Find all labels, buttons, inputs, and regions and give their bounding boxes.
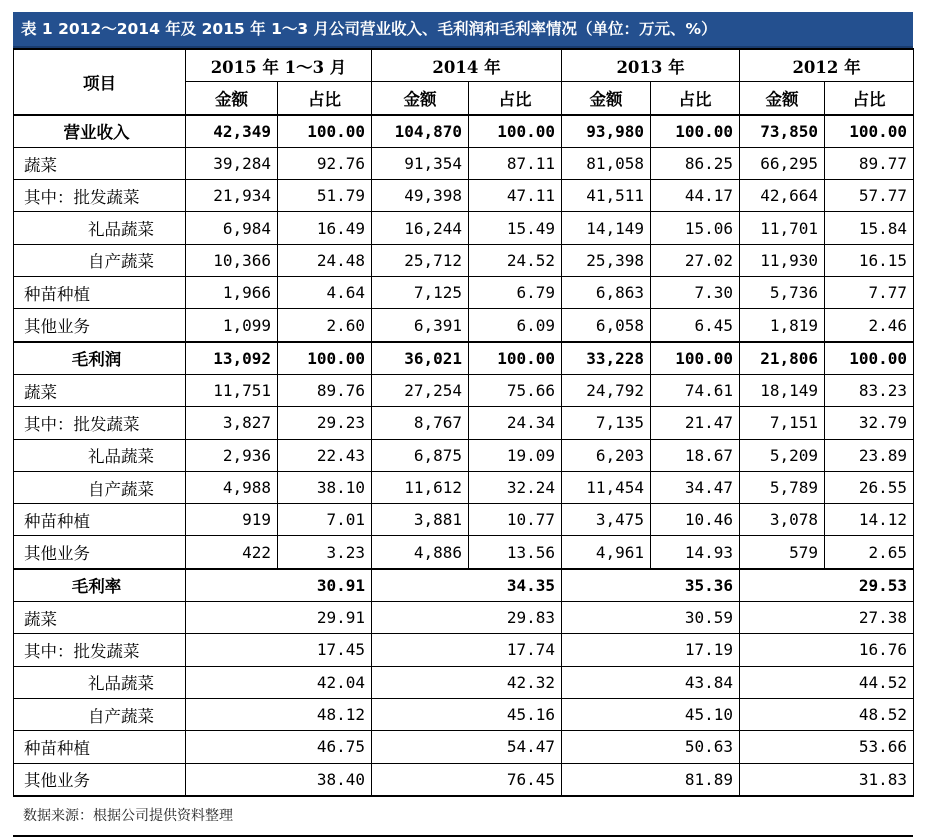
table-cell: 36,021 xyxy=(372,342,469,375)
table-cell: 91,354 xyxy=(372,147,469,179)
table-row xyxy=(14,374,914,406)
table-cell: 45.10 xyxy=(562,698,740,730)
row-label: 其他业务 xyxy=(14,536,186,569)
table-cell: 100.00 xyxy=(825,342,914,375)
table-cell: 7,151 xyxy=(740,407,825,439)
table-cell: 13,092 xyxy=(186,342,278,375)
amount-header: 金额 xyxy=(186,82,278,115)
table-cell: 27.02 xyxy=(651,244,740,276)
table-cell: 18.67 xyxy=(651,439,740,471)
table-cell: 17.19 xyxy=(562,634,740,666)
table-cell: 100.00 xyxy=(651,115,740,148)
table-cell: 14.93 xyxy=(651,536,740,569)
table-cell: 92.76 xyxy=(278,147,372,179)
table-cell: 100.00 xyxy=(278,342,372,375)
table-cell: 89.76 xyxy=(278,374,372,406)
table-cell: 5,736 xyxy=(740,277,825,309)
table-cell: 51.79 xyxy=(278,180,372,212)
row-label: 其中：批发蔬菜 xyxy=(14,634,186,666)
table-cell: 21,806 xyxy=(740,342,825,375)
table-cell: 104,870 xyxy=(372,115,469,148)
row-label: 种苗种植 xyxy=(14,504,186,536)
table-cell: 42,664 xyxy=(740,180,825,212)
table-cell: 6,058 xyxy=(562,309,651,342)
row-label: 其中：批发蔬菜 xyxy=(14,180,186,212)
period-header: 2014 年 xyxy=(372,49,562,82)
table-cell: 6.79 xyxy=(469,277,562,309)
table-cell: 47.11 xyxy=(469,180,562,212)
table-cell: 10.46 xyxy=(651,504,740,536)
row-label: 蔬菜 xyxy=(14,147,186,179)
table-title: 表 1 2012～2014 年及 2015 年 1～3 月公司营业收入、毛利润和毛利率情况（单位：万元、%） xyxy=(13,12,913,48)
table-cell: 42.04 xyxy=(186,666,372,698)
table-cell: 15.49 xyxy=(469,212,562,244)
table-cell: 43.84 xyxy=(562,666,740,698)
table-cell: 4,886 xyxy=(372,536,469,569)
table-cell: 16.49 xyxy=(278,212,372,244)
table-cell: 25,712 xyxy=(372,244,469,276)
table-cell: 48.12 xyxy=(186,698,372,730)
table-cell: 4,988 xyxy=(186,471,278,503)
table-cell: 16.76 xyxy=(740,634,914,666)
table-cell: 6.45 xyxy=(651,309,740,342)
table-cell: 100.00 xyxy=(278,115,372,148)
table-cell: 422 xyxy=(186,536,278,569)
header-row-periods xyxy=(14,49,914,82)
table-row xyxy=(14,471,914,503)
period-header: 2015 年 1～3 月 xyxy=(186,49,372,82)
table-cell: 46.75 xyxy=(186,731,372,763)
table-row xyxy=(14,407,914,439)
table-cell: 74.61 xyxy=(651,374,740,406)
table-row xyxy=(14,763,914,796)
table-cell: 42,349 xyxy=(186,115,278,148)
financial-table xyxy=(13,48,914,797)
table-cell: 49,398 xyxy=(372,180,469,212)
table-cell: 38.40 xyxy=(186,763,372,796)
table-cell: 44.52 xyxy=(740,666,914,698)
table-cell: 83.23 xyxy=(825,374,914,406)
table-cell: 3,078 xyxy=(740,504,825,536)
table-cell: 6,984 xyxy=(186,212,278,244)
table-cell: 29.53 xyxy=(740,569,914,602)
table-row xyxy=(14,277,914,309)
table-cell: 87.11 xyxy=(469,147,562,179)
ratio-header: 占比 xyxy=(469,82,562,115)
row-label: 种苗种植 xyxy=(14,277,186,309)
row-label: 自产蔬菜 xyxy=(14,244,186,276)
table-row xyxy=(14,634,914,666)
table-cell: 8,767 xyxy=(372,407,469,439)
table-cell: 6,203 xyxy=(562,439,651,471)
table-cell: 29.91 xyxy=(186,602,372,634)
table-cell: 21.47 xyxy=(651,407,740,439)
table-cell: 53.66 xyxy=(740,731,914,763)
table-cell: 24,792 xyxy=(562,374,651,406)
table-cell: 579 xyxy=(740,536,825,569)
table-cell: 29.83 xyxy=(372,602,562,634)
table-cell: 14.12 xyxy=(825,504,914,536)
section-label: 毛利率 xyxy=(14,569,186,602)
table-cell: 7.77 xyxy=(825,277,914,309)
table-cell: 38.10 xyxy=(278,471,372,503)
table-cell: 3.23 xyxy=(278,536,372,569)
table-cell: 6,875 xyxy=(372,439,469,471)
table-cell: 19.09 xyxy=(469,439,562,471)
table-cell: 2,936 xyxy=(186,439,278,471)
table-cell: 5,209 xyxy=(740,439,825,471)
table-cell: 15.84 xyxy=(825,212,914,244)
table-row xyxy=(14,698,914,730)
table-cell: 39,284 xyxy=(186,147,278,179)
table-cell: 27.38 xyxy=(740,602,914,634)
section-label: 营业收入 xyxy=(14,115,186,148)
row-label: 礼品蔬菜 xyxy=(14,212,186,244)
ratio-header: 占比 xyxy=(825,82,914,115)
table-cell: 16,244 xyxy=(372,212,469,244)
table-cell: 23.89 xyxy=(825,439,914,471)
table-cell: 89.77 xyxy=(825,147,914,179)
amount-header: 金额 xyxy=(740,82,825,115)
table-cell: 17.74 xyxy=(372,634,562,666)
table-row xyxy=(14,244,914,276)
table-cell: 93,980 xyxy=(562,115,651,148)
table-cell: 3,475 xyxy=(562,504,651,536)
ratio-header: 占比 xyxy=(278,82,372,115)
row-label: 其中：批发蔬菜 xyxy=(14,407,186,439)
period-header: 2012 年 xyxy=(740,49,914,82)
table-cell: 100.00 xyxy=(469,342,562,375)
table-cell: 11,454 xyxy=(562,471,651,503)
period-header: 2013 年 xyxy=(562,49,740,82)
table-cell: 73,850 xyxy=(740,115,825,148)
table-cell: 41,511 xyxy=(562,180,651,212)
table-cell: 34.47 xyxy=(651,471,740,503)
table-cell: 86.25 xyxy=(651,147,740,179)
table-cell: 15.06 xyxy=(651,212,740,244)
table-cell: 21,934 xyxy=(186,180,278,212)
table-cell: 5,789 xyxy=(740,471,825,503)
table-cell: 2.65 xyxy=(825,536,914,569)
table-cell: 30.91 xyxy=(186,569,372,602)
table-cell: 32.79 xyxy=(825,407,914,439)
item-header: 项目 xyxy=(14,49,186,115)
table-cell: 18,149 xyxy=(740,374,825,406)
table-cell: 4.64 xyxy=(278,277,372,309)
table-cell: 29.23 xyxy=(278,407,372,439)
row-label: 种苗种植 xyxy=(14,731,186,763)
table-cell: 11,612 xyxy=(372,471,469,503)
row-label: 其他业务 xyxy=(14,309,186,342)
section-total-row xyxy=(14,115,914,148)
table-cell: 24.52 xyxy=(469,244,562,276)
table-cell: 35.36 xyxy=(562,569,740,602)
table-cell: 27,254 xyxy=(372,374,469,406)
row-label: 礼品蔬菜 xyxy=(14,666,186,698)
table-cell: 44.17 xyxy=(651,180,740,212)
table-cell: 76.45 xyxy=(372,763,562,796)
table-cell: 24.34 xyxy=(469,407,562,439)
amount-header: 金额 xyxy=(562,82,651,115)
table-row xyxy=(14,439,914,471)
table-cell: 17.45 xyxy=(186,634,372,666)
table-row xyxy=(14,504,914,536)
table-row xyxy=(14,536,914,569)
table-cell: 6,391 xyxy=(372,309,469,342)
table-cell: 57.77 xyxy=(825,180,914,212)
table-cell: 11,751 xyxy=(186,374,278,406)
table-cell: 919 xyxy=(186,504,278,536)
table-cell: 3,881 xyxy=(372,504,469,536)
row-label: 自产蔬菜 xyxy=(14,698,186,730)
section-total-row xyxy=(14,342,914,375)
document-page xyxy=(13,12,913,837)
table-cell: 32.24 xyxy=(469,471,562,503)
amount-header: 金额 xyxy=(372,82,469,115)
table-cell: 2.46 xyxy=(825,309,914,342)
table-cell: 6,863 xyxy=(562,277,651,309)
table-body xyxy=(14,115,914,796)
table-cell: 81,058 xyxy=(562,147,651,179)
table-cell: 25,398 xyxy=(562,244,651,276)
row-label: 自产蔬菜 xyxy=(14,471,186,503)
table-row xyxy=(14,309,914,342)
table-cell: 10,366 xyxy=(186,244,278,276)
table-cell: 7.01 xyxy=(278,504,372,536)
table-cell: 50.63 xyxy=(562,731,740,763)
section-label: 毛利润 xyxy=(14,342,186,375)
table-cell: 30.59 xyxy=(562,602,740,634)
table-cell: 7,135 xyxy=(562,407,651,439)
table-cell: 1,966 xyxy=(186,277,278,309)
table-cell: 6.09 xyxy=(469,309,562,342)
table-cell: 13.56 xyxy=(469,536,562,569)
table-row xyxy=(14,731,914,763)
table-cell: 31.83 xyxy=(740,763,914,796)
table-cell: 16.15 xyxy=(825,244,914,276)
table-cell: 3,827 xyxy=(186,407,278,439)
table-cell: 11,930 xyxy=(740,244,825,276)
table-row xyxy=(14,147,914,179)
ratio-header: 占比 xyxy=(651,82,740,115)
table-cell: 1,819 xyxy=(740,309,825,342)
table-cell: 26.55 xyxy=(825,471,914,503)
table-cell: 34.35 xyxy=(372,569,562,602)
table-cell: 45.16 xyxy=(372,698,562,730)
table-cell: 48.52 xyxy=(740,698,914,730)
table-cell: 81.89 xyxy=(562,763,740,796)
row-label: 其他业务 xyxy=(14,763,186,796)
table-cell: 75.66 xyxy=(469,374,562,406)
table-cell: 54.47 xyxy=(372,731,562,763)
table-cell: 22.43 xyxy=(278,439,372,471)
table-cell: 33,228 xyxy=(562,342,651,375)
table-cell: 11,701 xyxy=(740,212,825,244)
table-cell: 42.32 xyxy=(372,666,562,698)
table-row xyxy=(14,180,914,212)
table-cell: 24.48 xyxy=(278,244,372,276)
table-cell: 2.60 xyxy=(278,309,372,342)
table-row xyxy=(14,212,914,244)
row-label: 礼品蔬菜 xyxy=(14,439,186,471)
table-cell: 1,099 xyxy=(186,309,278,342)
row-label: 蔬菜 xyxy=(14,602,186,634)
table-cell: 10.77 xyxy=(469,504,562,536)
table-row xyxy=(14,602,914,634)
table-cell: 100.00 xyxy=(825,115,914,148)
table-cell: 100.00 xyxy=(469,115,562,148)
table-cell: 7,125 xyxy=(372,277,469,309)
source-note: 数据来源：根据公司提供资料整理 xyxy=(23,807,233,824)
table-cell: 100.00 xyxy=(651,342,740,375)
row-label: 蔬菜 xyxy=(14,374,186,406)
table-cell: 66,295 xyxy=(740,147,825,179)
table-cell: 14,149 xyxy=(562,212,651,244)
section-total-row xyxy=(14,569,914,602)
table-row xyxy=(14,666,914,698)
table-cell: 4,961 xyxy=(562,536,651,569)
table-cell: 7.30 xyxy=(651,277,740,309)
